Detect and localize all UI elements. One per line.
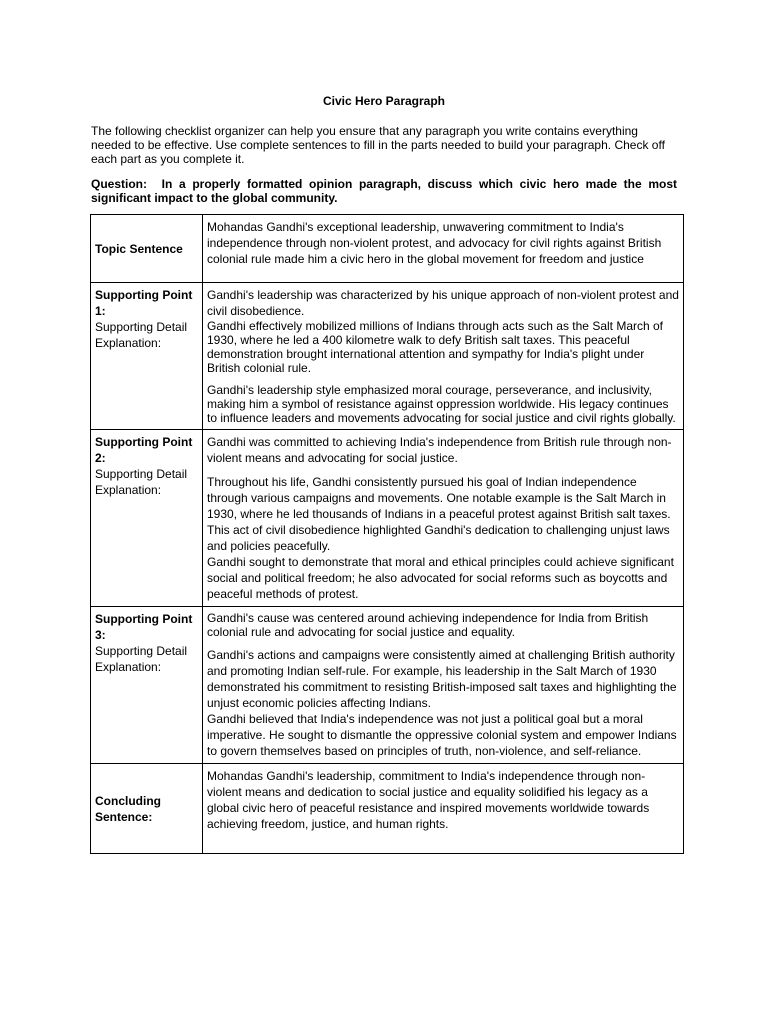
supporting-point-1-label: Supporting Point 1:	[95, 288, 193, 318]
supporting-point-2-label: Supporting Point 2:	[95, 435, 193, 465]
explanation-label: Explanation:	[95, 660, 162, 674]
explanation-label: Explanation:	[95, 483, 162, 497]
topic-sentence-cell[interactable]	[203, 215, 684, 283]
supporting-point-3-cell[interactable]	[203, 607, 684, 764]
supporting-point-3-text: Gandhi's cause was centered around achieving independence for India from British colonial rule and advocating for social justice and equality.	[207, 611, 649, 639]
table-row-concluding-sentence	[91, 764, 684, 854]
supporting-detail-label: Supporting Detail	[95, 467, 188, 481]
table-row-topic-sentence	[91, 215, 684, 283]
supporting-point-1-text: Gandhi's leadership was characterized by his unique approach of non-violent protest and civil disobedience.	[207, 288, 679, 318]
question-text: In a properly formatted opinion paragraph, discuss which civic hero made the most significant impact to the global community.	[91, 177, 677, 205]
concluding-sentence-cell[interactable]	[203, 764, 684, 854]
topic-sentence-text: Mohandas Gandhi's exceptional leadership, unwavering commitment to India's independence through non-violent protest, and advocacy for civil rights against British colonial rule made him a civic hero in the global movement for freedom and justice	[207, 220, 662, 266]
page-title: Civic Hero Paragraph	[322, 94, 446, 108]
supporting-point-2-text: Gandhi was committed to achieving India's independence from British rule through non-violent means and advocating for social justice.	[207, 435, 672, 465]
supporting-point-2-label-cell	[91, 430, 203, 607]
supporting-detail-1-text: Gandhi effectively mobilized millions of Indians through acts such as the Salt March of 1930, where he led a 400 kilometre walk to defy British salt taxes. This peaceful demonstration brought international attention and sympathy for India's plight under British colonial rule.	[207, 319, 664, 375]
table-row-supporting-point-2	[91, 430, 684, 607]
table-row-supporting-point-1	[91, 283, 684, 430]
concluding-sentence-label-cell	[91, 764, 203, 854]
supporting-detail-2-text: Throughout his life, Gandhi consistently pursued his goal of Indian independence through various campaigns and movements. One notable example is the Salt March in 1930, where he led thousands of Indians in a peaceful protest against British salt taxes. This act of civil disobedience highlighted Gandhi's dedication to challenging unjust laws and policies peacefully.	[207, 475, 671, 553]
supporting-detail-label: Supporting Detail	[95, 644, 188, 658]
supporting-point-2-cell[interactable]	[203, 430, 684, 607]
intro-paragraph: The following checklist organizer can help you ensure that any paragraph you write contains everything needed to be effective. Use complete sentences to fill in the parts needed to build your paragraph. Check off each part as you complete it.	[91, 124, 665, 166]
supporting-point-3-label-cell	[91, 607, 203, 764]
topic-sentence-label-cell	[91, 215, 203, 283]
supporting-point-1-cell[interactable]	[203, 283, 684, 430]
question-prompt	[91, 177, 677, 205]
explanation-1-text: Gandhi's leadership style emphasized moral courage, perseverance, and inclusivity, making him a symbol of resistance against oppression worldwide. His legacy continues to influence leaders and movements advocating for social justice and civil rights globally.	[207, 383, 676, 425]
topic-sentence-label: Topic Sentence	[95, 241, 183, 256]
concluding-sentence-label: Concluding Sentence:	[95, 793, 161, 824]
supporting-point-1-label-cell	[91, 283, 203, 430]
explanation-2-text: Gandhi sought to demonstrate that moral and ethical principles could achieve significant social and political freedom; he also advocated for social reforms such as boycotts and peaceful methods of protest.	[207, 555, 674, 601]
paragraph-organizer-table	[90, 214, 684, 854]
explanation-3-text: Gandhi believed that India's independence was not just a political goal but a moral imperative. He sought to dismantle the oppressive colonial system and empower Indians to govern themselves based on principles of truth, non-violence, and self-reliance.	[207, 712, 677, 758]
table-row-supporting-point-3	[91, 607, 684, 764]
supporting-point-3-label: Supporting Point 3:	[95, 612, 193, 642]
concluding-sentence-text: Mohandas Gandhi's leadership, commitment to India's independence through non-violent means and dedication to social justice and equality solidified his legacy as a global civic hero of peaceful resistance and inspired movements worldwide towards achieving freedom, justice, and human rights.	[207, 769, 650, 831]
supporting-detail-label: Supporting Detail	[95, 320, 188, 334]
supporting-detail-3-text: Gandhi's actions and campaigns were consistently aimed at challenging British authority and promoting Indian self-rule. For example, his leadership in the Salt March of 1930 demonstrated his commitment to resisting British-imposed salt taxes and highlighting the unjust economic policies affecting Indians.	[207, 648, 677, 710]
question-label: Question:	[91, 177, 147, 191]
explanation-label: Explanation:	[95, 336, 162, 350]
